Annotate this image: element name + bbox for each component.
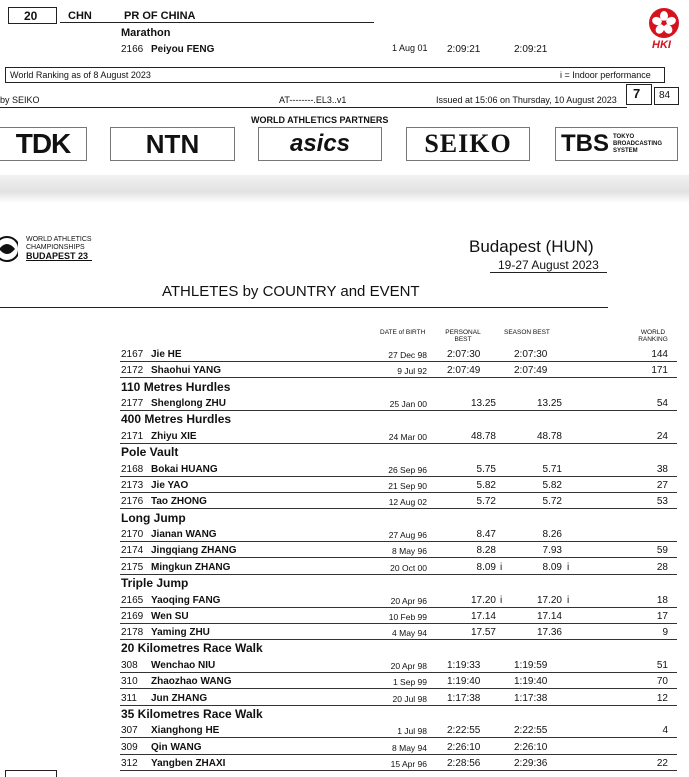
marathon-bib: 2166 [121, 44, 144, 55]
athlete-pb: 2:26:10 [447, 741, 481, 753]
athlete-sb: 8.09 [542, 561, 562, 573]
athlete-pb-indoor: i [500, 561, 503, 573]
row-divider [120, 361, 677, 362]
athlete-name: Mingkun ZHANG [151, 561, 231, 573]
athlete-pb: 8.28 [476, 545, 496, 557]
marathon-sb: 2:09:21 [514, 44, 548, 55]
country-name: PR OF CHINA [124, 10, 196, 22]
athlete-name: Shaohui YANG [151, 365, 222, 377]
tbs-sub: TOKYO BROADCASTING SYSTEM [613, 133, 662, 154]
dates-underline [490, 272, 607, 273]
athlete-name: Shenglong ZHU [151, 398, 226, 410]
venue: Budapest (HUN) [469, 237, 594, 256]
col-sb: SEASON BEST [504, 329, 550, 336]
athlete-world-ranking: 38 [656, 463, 668, 475]
col-pb: PERSONAL BEST [445, 329, 481, 343]
athlete-dob: 4 May 94 [392, 628, 427, 639]
athlete-pb: 17.20 [470, 594, 496, 606]
athlete-pb: 8.09 [476, 561, 496, 573]
athlete-name: Jianan WANG [151, 529, 217, 541]
athlete-sb: 8.26 [542, 529, 562, 541]
row-divider [120, 688, 677, 689]
athlete-bib: 312 [121, 757, 138, 769]
athlete-sb: 5.72 [542, 496, 562, 508]
row-divider [120, 508, 677, 509]
footer-underline [0, 107, 627, 108]
event-marathon: Marathon [121, 27, 171, 39]
seiko-text: SEIKO [424, 129, 512, 158]
athlete-sb: 1:19:59 [514, 659, 548, 671]
col-wr: WORLD RANKING [638, 329, 668, 343]
page-title: ATHLETES by COUNTRY and EVENT [162, 283, 420, 300]
athlete-dob: 21 Sep 90 [388, 481, 427, 491]
athlete-bib: 2171 [121, 430, 144, 442]
dates: 19-27 August 2023 [498, 258, 599, 272]
athlete-dob: 12 Aug 02 [388, 497, 427, 508]
hki-logo [647, 7, 681, 51]
athlete-sb: 2:22:55 [514, 725, 548, 737]
athlete-name: Yangben ZHAXI [151, 757, 226, 769]
athlete-dob: 1 Sep 99 [392, 677, 427, 688]
athlete-world-ranking: 53 [656, 496, 668, 508]
athlete-bib: 307 [121, 725, 138, 737]
athlete-world-ranking: 4 [662, 725, 668, 737]
athlete-pb: 8.47 [476, 529, 496, 541]
athlete-name: Zhaozhao WANG [151, 676, 232, 688]
athlete-name: Jie HE [151, 349, 182, 360]
athlete-world-ranking: 70 [656, 676, 668, 688]
event-heading: 20 Kilometres Race Walk [121, 641, 263, 656]
asics-text: asics [289, 130, 351, 157]
athlete-dob: 25 Jan 00 [389, 399, 427, 410]
athlete-name: Bokai HUANG [151, 463, 218, 475]
wch-emblem-icon [0, 233, 18, 265]
athlete-bib: 309 [121, 741, 138, 753]
seiko-logo [406, 127, 530, 161]
athlete-sb: 17.36 [536, 627, 562, 639]
hki-label: HKI [652, 39, 671, 51]
athlete-bib: 308 [121, 659, 138, 671]
athlete-pb-indoor: i [500, 594, 503, 606]
event-heading: 400 Metres Hurdles [121, 412, 232, 427]
row-divider [120, 737, 677, 738]
athlete-pb: 2:07:30 [447, 349, 481, 360]
athlete-sb: 17.14 [536, 610, 562, 622]
athlete-bib: 2172 [121, 365, 144, 377]
athlete-sb: 7.93 [542, 545, 562, 557]
row-divider [120, 623, 677, 624]
athlete-bib: 310 [121, 676, 138, 688]
event-heading: Long Jump [121, 510, 186, 525]
athlete-pb: 5.72 [476, 496, 496, 508]
athlete-pb: 1:19:33 [447, 659, 481, 671]
athlete-name: Yaming ZHU [151, 627, 210, 639]
row-divider [120, 639, 677, 640]
athlete-bib: 2167 [121, 349, 144, 360]
athlete-name: Jie YAO [151, 480, 189, 491]
tdk-logo [0, 127, 87, 161]
page-separator [0, 175, 689, 203]
tdk-text: TDK [15, 128, 71, 159]
athlete-world-ranking: 59 [656, 545, 668, 557]
marathon-pb: 2:09:21 [447, 44, 481, 55]
athlete-world-ranking: 51 [656, 659, 668, 671]
athlete-world-ranking: 28 [656, 561, 668, 573]
hki-flower-icon [647, 7, 681, 39]
issued-text: Issued at 15:06 on Thursday, 10 August 2023 [436, 95, 617, 105]
row-divider [120, 770, 677, 771]
athlete-dob: 27 Dec 98 [388, 350, 427, 360]
athlete-sb: 2:07:49 [514, 365, 548, 377]
athlete-sb: 17.20 [536, 594, 562, 606]
event-heading: 35 Kilometres Race Walk [121, 706, 263, 721]
athlete-world-ranking: 18 [656, 594, 668, 606]
athlete-pb: 5.82 [476, 480, 496, 491]
athlete-bib: 311 [121, 692, 137, 704]
athlete-dob: 24 Mar 00 [388, 431, 427, 442]
ranking-note: World Ranking as of 8 August 2023 [10, 70, 151, 80]
athlete-sb: 13.25 [536, 398, 562, 410]
athlete-sb: 5.82 [542, 480, 562, 491]
wch-logo [0, 232, 96, 266]
athlete-bib: 2176 [121, 496, 144, 508]
athlete-sb: 2:07:30 [514, 349, 548, 360]
row-divider [120, 705, 677, 706]
event-heading: 110 Metres Hurdles [121, 379, 231, 394]
title-underline [0, 307, 608, 308]
athlete-name: Xianghong HE [151, 725, 220, 737]
athlete-dob: 1 Jul 98 [397, 726, 427, 737]
event-heading: Pole Vault [121, 445, 179, 460]
athlete-dob: 20 Oct 00 [390, 562, 427, 573]
athlete-world-ranking: 9 [662, 627, 668, 639]
athlete-name: Jingqiang ZHANG [151, 545, 237, 557]
athlete-sb: 48.78 [536, 430, 562, 442]
athlete-sb: 2:26:10 [514, 741, 548, 753]
page-number: 7 [633, 86, 641, 101]
row-divider [120, 377, 677, 378]
wch-line1: WORLD ATHLETICS [26, 236, 92, 243]
athlete-dob: 27 Aug 96 [388, 530, 427, 541]
row-divider [120, 754, 677, 755]
athlete-world-ranking: 17 [656, 610, 668, 622]
country-rank: 20 [24, 9, 38, 23]
athlete-bib: 2174 [121, 545, 144, 557]
row-divider [120, 672, 677, 673]
athlete-sb: 1:19:40 [514, 676, 548, 688]
athlete-pb: 1:19:40 [447, 676, 481, 688]
athlete-bib: 2170 [121, 529, 144, 541]
asics-logo [258, 127, 382, 161]
athlete-pb: 17.14 [470, 610, 496, 622]
partners-label: WORLD ATHLETICS PARTNERS [251, 115, 389, 125]
total-pages: 84 [659, 90, 671, 101]
athlete-bib: 2175 [121, 561, 144, 573]
athlete-pb: 2:28:56 [447, 757, 481, 769]
athlete-name: Yaoqing FANG [151, 594, 221, 606]
athlete-dob: 26 Sep 96 [388, 464, 427, 475]
athlete-name: Jun ZHANG [151, 692, 208, 704]
athlete-dob: 8 May 96 [392, 546, 427, 557]
athlete-dob: 20 Jul 98 [392, 693, 427, 704]
athlete-bib: 2169 [121, 610, 144, 622]
ntn-text: NTN [145, 128, 200, 159]
wch-line2: CHAMPIONSHIPS [26, 244, 85, 251]
athlete-pb: 17.57 [470, 627, 496, 639]
athlete-sb: 5.71 [542, 463, 562, 475]
athlete-world-ranking: 22 [656, 757, 668, 769]
athlete-bib: 2177 [121, 398, 144, 410]
row-divider [120, 410, 677, 411]
by-seiko: by SEIKO [0, 95, 40, 105]
athlete-sb: 1:17:38 [514, 692, 548, 704]
country-underline [60, 22, 374, 23]
row-divider [120, 476, 677, 477]
athlete-bib: 2178 [121, 627, 144, 639]
row-divider [120, 607, 677, 608]
athlete-pb: 2:07:49 [447, 365, 481, 377]
row-divider [120, 557, 677, 558]
athlete-name: Wenchao NIU [151, 659, 216, 671]
athlete-name: Tao ZHONG [151, 496, 207, 508]
athlete-sb-indoor: i [567, 561, 570, 573]
athlete-bib: 2165 [121, 594, 144, 606]
athlete-pb: 1:17:38 [447, 692, 481, 704]
marathon-dob: 1 Aug 01 [392, 43, 428, 53]
athlete-world-ranking: 27 [656, 480, 668, 491]
athlete-world-ranking: 24 [656, 430, 668, 442]
doc-code: AT--------.EL3..v1 [279, 95, 347, 105]
tbs-text: TBS [561, 130, 609, 157]
athlete-world-ranking: 171 [651, 365, 668, 377]
wch-line3: BUDAPEST 23 [26, 252, 92, 261]
athlete-dob: 20 Apr 96 [390, 595, 427, 606]
col-dob: DATE of BIRTH [380, 329, 426, 336]
ntn-logo [110, 127, 235, 161]
tbs-logo [555, 127, 678, 161]
row-divider [120, 443, 677, 444]
athlete-world-ranking: 54 [656, 398, 668, 410]
athlete-world-ranking: 144 [651, 349, 668, 360]
athlete-bib: 2173 [121, 480, 144, 491]
marathon-name: Peiyou FENG [151, 44, 215, 55]
athlete-world-ranking: 12 [656, 692, 668, 704]
athlete-dob: 10 Feb 99 [388, 611, 427, 622]
row-divider [120, 541, 677, 542]
athlete-sb-indoor: i [567, 594, 570, 606]
athlete-name: Wen SU [151, 610, 189, 622]
athlete-pb: 48.78 [470, 430, 496, 442]
athlete-name: Qin WANG [151, 741, 202, 753]
row-divider [120, 492, 677, 493]
athlete-name: Zhiyu XIE [151, 430, 197, 442]
athlete-pb: 5.75 [476, 463, 496, 475]
athlete-dob: 8 May 94 [392, 742, 427, 753]
row-divider [120, 574, 677, 575]
athlete-sb: 2:29:36 [514, 757, 548, 769]
athlete-pb: 13.25 [470, 398, 496, 410]
athlete-pb: 2:22:55 [447, 725, 481, 737]
athlete-dob: 9 Jul 92 [397, 366, 427, 377]
indoor-note: i = Indoor performance [560, 70, 651, 80]
athlete-bib: 2168 [121, 463, 144, 475]
country-code: CHN [68, 10, 92, 22]
event-heading: Triple Jump [121, 576, 189, 590]
athlete-dob: 20 Apr 98 [390, 660, 427, 671]
athlete-dob: 15 Apr 96 [390, 758, 427, 769]
